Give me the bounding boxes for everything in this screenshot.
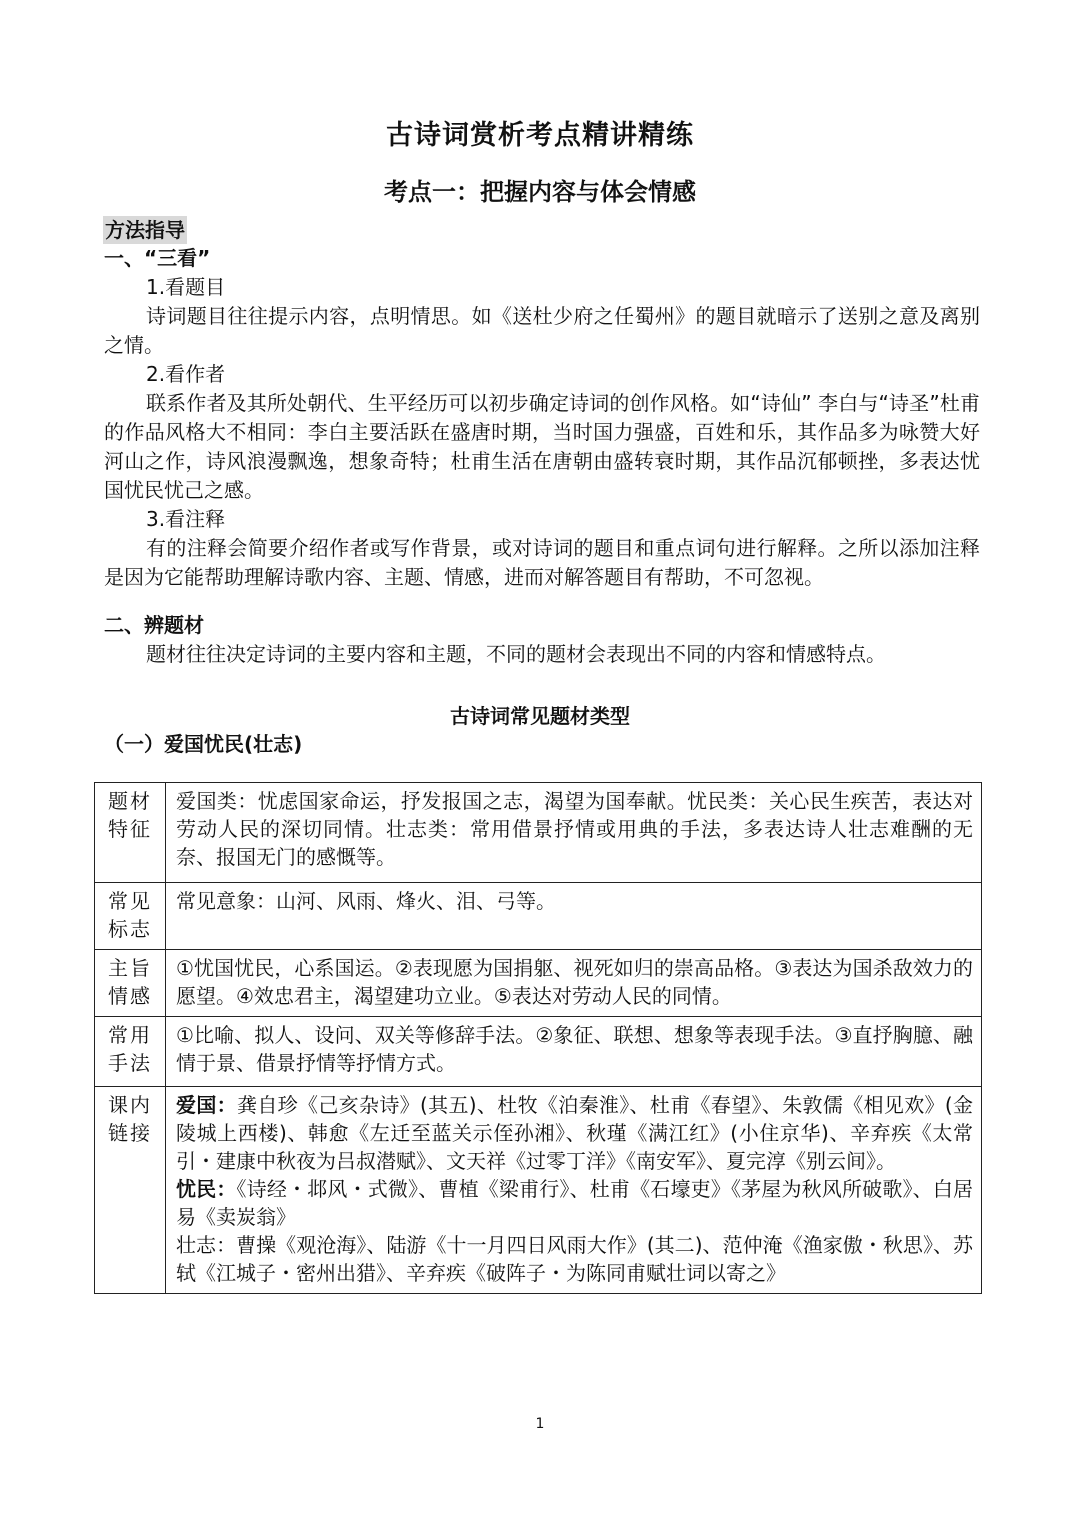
cell-line: 壮志：曹操《观沧海》、陆游《十一月四日风雨大作》(其二)、范仲淹《渔家傲・秋	[176, 1233, 903, 1257]
row-content	[166, 950, 982, 1017]
cell-line: 《诗经・邶风・式微》、曹植《梁甫行》、杜甫《石壕吏》《茅屋为秋风所破	[236, 1177, 883, 1201]
link-group-zhuangzhi	[176, 1231, 973, 1287]
cell-line: 臆、融情于景、借景抒情等抒情方式。	[176, 1023, 973, 1075]
item-paragraph	[104, 389, 980, 505]
table-row	[95, 1087, 982, 1294]
paragraph-line: 诗词题目往往提示内容，点明情思。如《送杜少府之任蜀州》的题目就暗示了送别之意	[146, 304, 920, 328]
table-row	[95, 950, 982, 1017]
cell-line: 歌》、白居易《卖炭翁》	[176, 1177, 974, 1229]
section-two-paragraph: 题材往往决定诗词的主要内容和主题，不同的题材会表现出不同的内容和情感特点。	[146, 642, 886, 666]
row-content	[166, 1087, 982, 1294]
table-row	[95, 883, 982, 950]
cell-line: 志难酬的无奈、报国无门的感慨等。	[176, 817, 973, 869]
paragraph-line: 有的注释会简要介绍作者或写作背景，或对诗词的题目和重点词句进行解释。之所以添	[146, 536, 920, 560]
table-title: 古诗词常见题材类型	[450, 704, 630, 728]
item-label: 3.看注释	[146, 507, 226, 531]
row-label-line: 情感	[108, 984, 152, 1008]
category-title: （一）爱国忧民(壮志)	[104, 732, 303, 756]
cell-line: ①忧国忧民，心系国运。②表现愿为国捐躯、视死如归的崇高品格。③表达为国杀敌效	[176, 956, 933, 980]
group-lead: 爱国：	[176, 1093, 237, 1117]
cell-line: 思》、苏轼《江城子・密州出猎》、辛弃疾《破阵子・为陈同甫赋壮词以寄之》	[176, 1233, 974, 1285]
method-guide-label: 方法指导	[105, 218, 185, 242]
paragraph-line: 其作品多为咏赞大好河山之作，诗风浪漫飘逸，想象奇特；杜甫生活在唐朝由盛转衰时期，	[104, 420, 981, 473]
cell-line: 龚自珍《己亥杂诗》(其五)、杜牧《泊秦淮》、杜甫《春望》、朱敦儒《相见	[237, 1093, 905, 1117]
paragraph-line: 其作品沉郁顿挫，多表达忧国忧民忧己之感。	[104, 449, 981, 502]
item-paragraph	[104, 302, 980, 360]
row-label-line: 题材	[108, 789, 152, 813]
row-label-line: 特征	[108, 817, 152, 841]
row-content	[166, 1017, 982, 1087]
cell-line: 爱国类：忧虑国家命运，抒发报国之志，渴望为国奉献。忧民类：关心民生疾苦，	[176, 789, 913, 813]
row-label-line: 链接	[108, 1121, 152, 1145]
row-label	[95, 1017, 166, 1087]
table-row	[95, 1017, 982, 1087]
paragraph-line: 及离别之情。	[104, 304, 981, 357]
cell-line: 常见意象：山河、风雨、烽火、泪、弓等。	[176, 889, 556, 913]
section-two-heading: 二、辨题材	[104, 613, 204, 637]
row-label-line: 课内	[108, 1093, 152, 1117]
row-label	[95, 783, 166, 883]
table-row	[95, 783, 982, 883]
cell-line: 《别云间》。	[786, 1149, 896, 1173]
cell-line: 欢》(金陵城上西楼)、韩愈《左迁至蓝关示侄孙湘》、秋瑾《满江红》(小住京华)、	[176, 1093, 973, 1145]
page-number: 1	[535, 1416, 545, 1432]
cell-line: 力的愿望。④效忠君主，渴望建功立业。⑤表达对劳动人民的同情。	[176, 956, 974, 1008]
row-label-line: 主旨	[108, 956, 152, 980]
row-label	[95, 1087, 166, 1294]
row-label	[95, 883, 166, 950]
document-subtitle: 考点一：把握内容与体会情感	[384, 178, 696, 206]
row-label-line: 手法	[108, 1051, 152, 1075]
paragraph-line: 加注释是因为它能帮助理解诗歌内容、主题、情感，进而对解答题目有帮助，不可忽视。	[104, 536, 981, 589]
row-content	[166, 883, 982, 950]
paragraph-line: “诗圣”杜甫的作品风格大不相同：李白主要活跃在盛唐时期，当时国力强盛，百姓和乐，	[104, 391, 980, 444]
row-label	[95, 950, 166, 1017]
section-one	[104, 244, 980, 669]
group-lead: 忧民：	[176, 1177, 237, 1201]
topic-table	[94, 782, 982, 1294]
row-label-line: 常用	[108, 1023, 152, 1047]
document-title: 古诗词赏析考点精讲精练	[386, 120, 694, 151]
cell-line: 表达对劳动人民的深切同情。壮志类：常用借景抒情或用典的手法，多表达诗人壮	[176, 789, 974, 841]
section-one-heading: 一、“三看”	[104, 246, 211, 270]
item-label: 2.看作者	[146, 362, 226, 386]
cell-line: 辛弃疾《太常引・建康中秋夜为吕叔潜赋》、文天祥《过零丁洋》《南安军》、夏完淳	[176, 1121, 973, 1173]
item-paragraph	[104, 534, 980, 592]
item-label: 1.看题目	[146, 275, 226, 299]
row-label-line: 常见	[108, 889, 152, 913]
row-content	[166, 783, 982, 883]
paragraph-line: 联系作者及其所处朝代、生平经历可以初步确定诗词的创作风格。如“诗仙” 李白与	[146, 391, 879, 415]
link-group-youmin	[176, 1175, 973, 1231]
cell-line: ①比喻、拟人、设问、双关等修辞手法。②象征、联想、想象等表现手法。③直抒胸	[176, 1023, 913, 1047]
link-group-aiguo	[176, 1091, 973, 1175]
row-label-line: 标志	[108, 917, 152, 941]
